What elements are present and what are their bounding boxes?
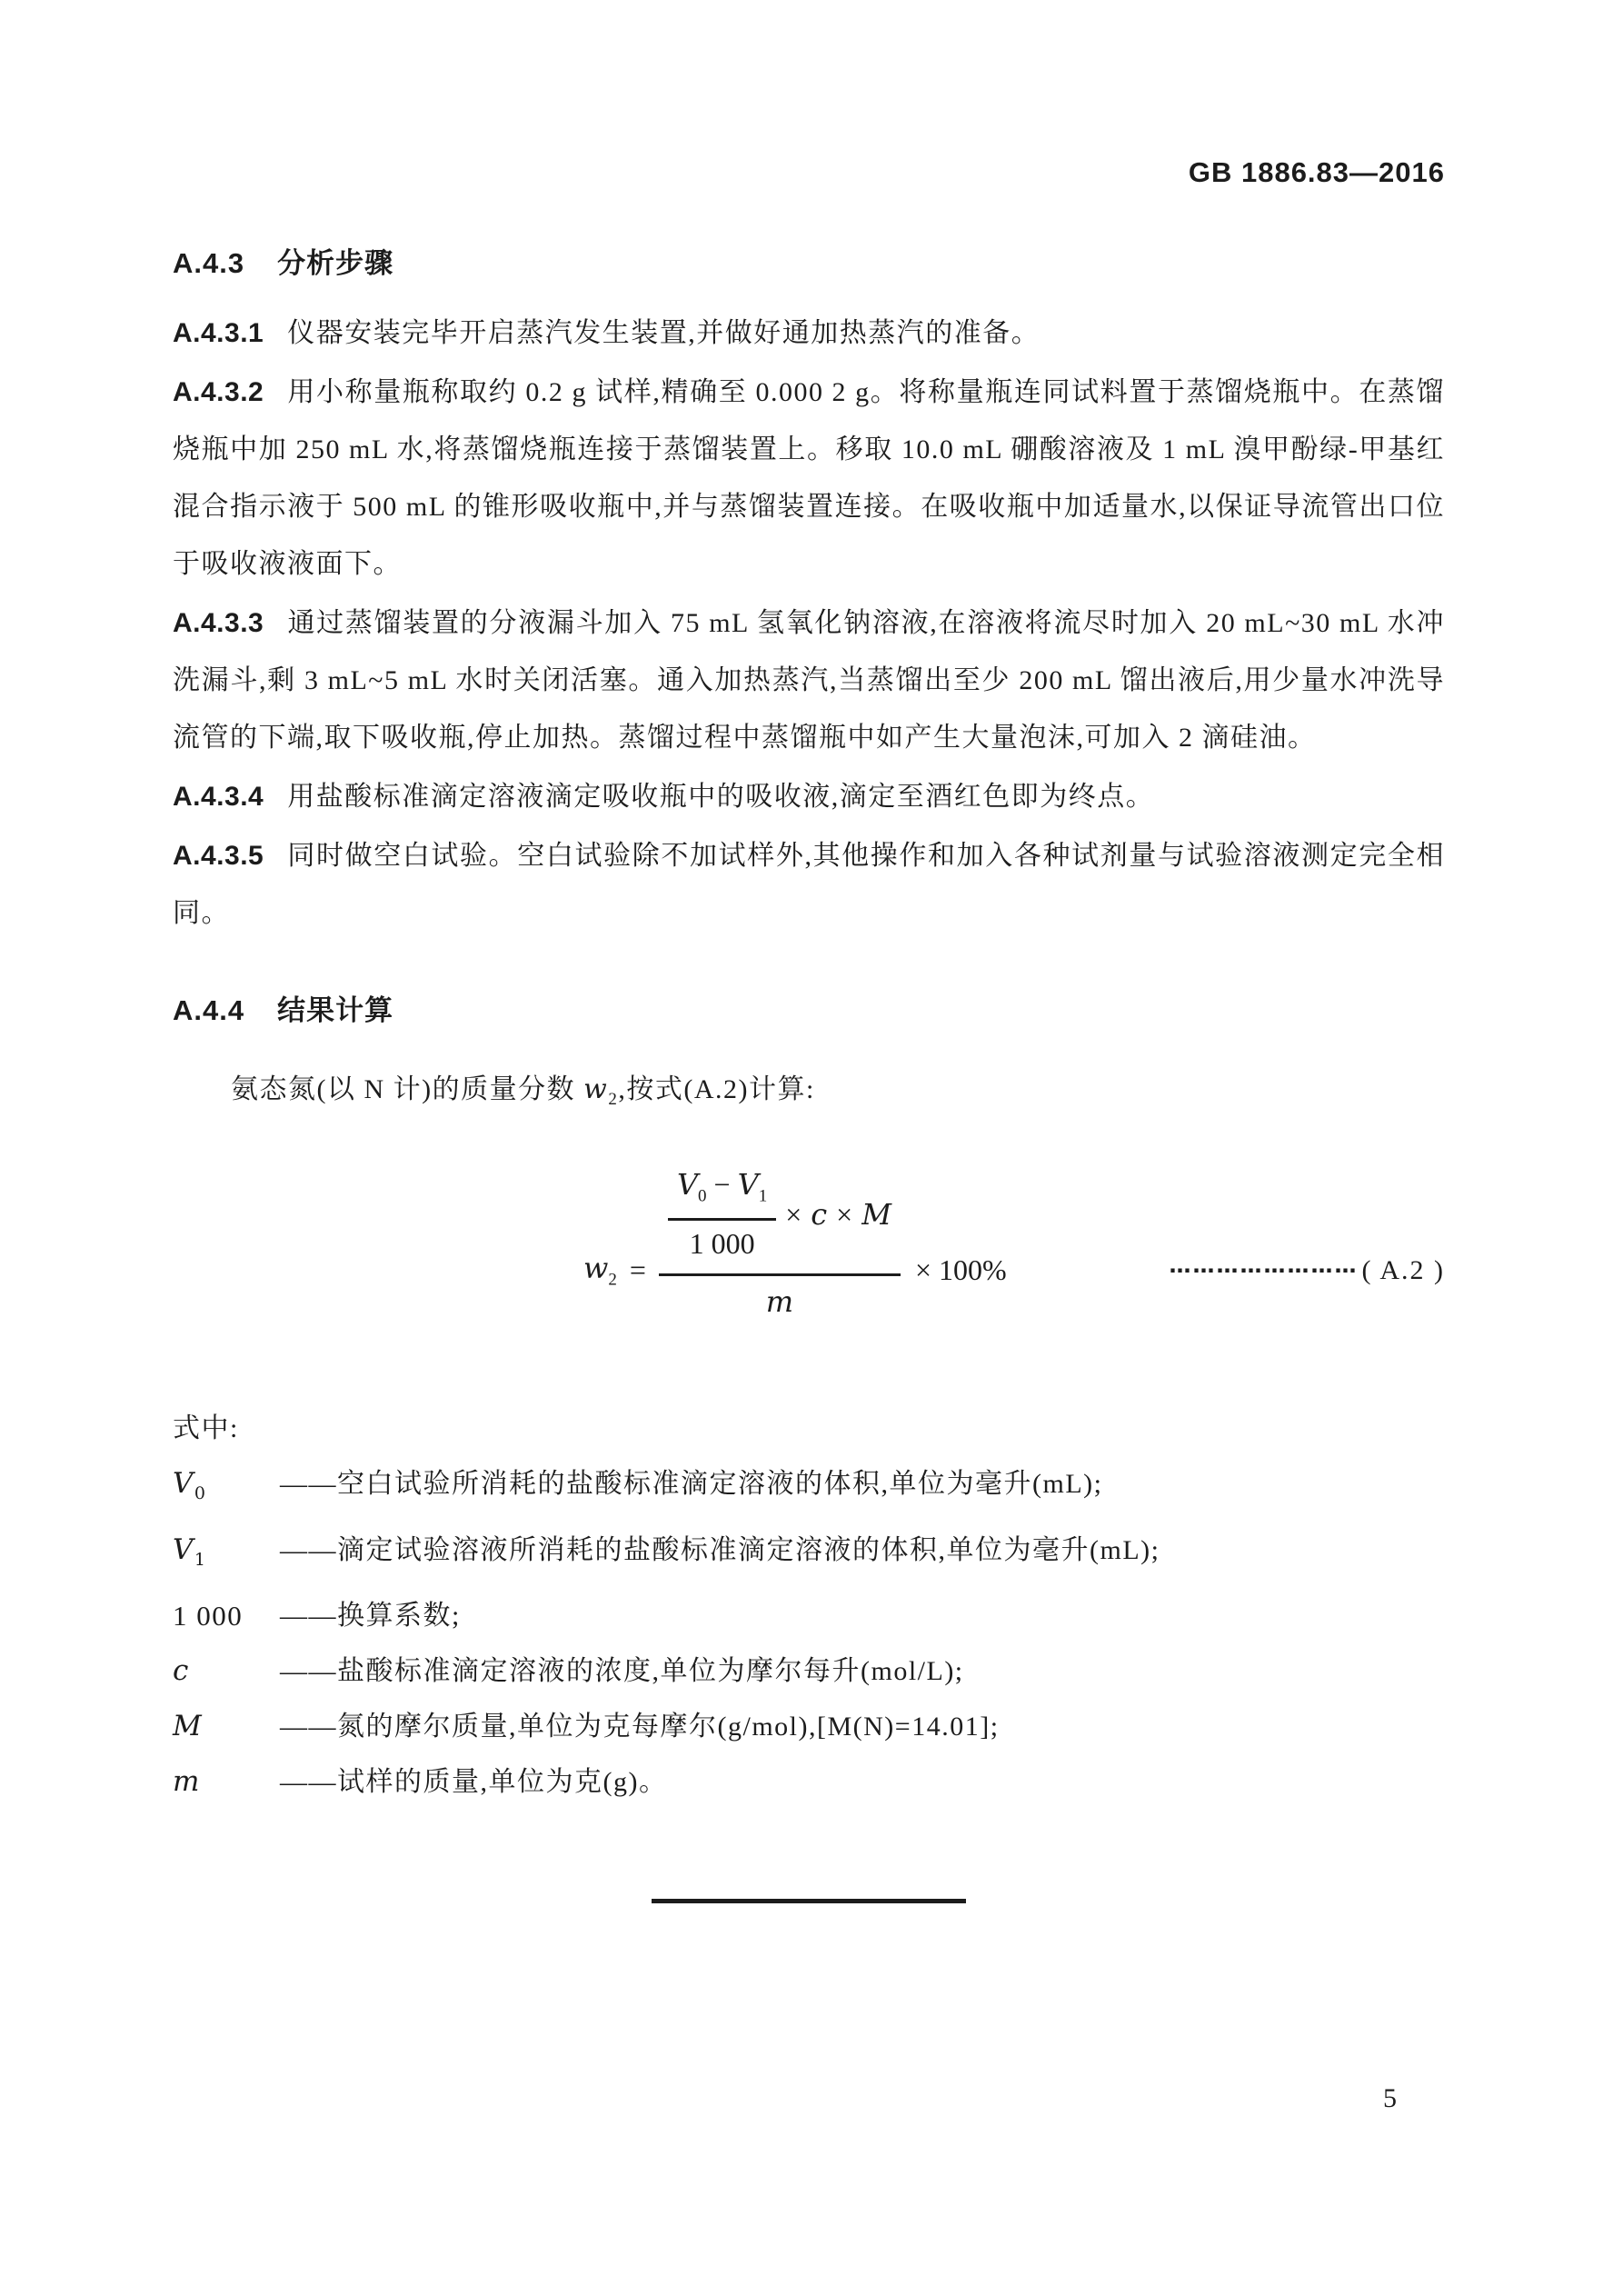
inner-denominator: 1 000	[689, 1227, 755, 1261]
clause-a435	[173, 827, 1445, 942]
variable-description: ——滴定试验溶液所消耗的盐酸标准滴定溶液的体积,单位为毫升(mL);	[280, 1534, 1160, 1565]
clause-number: A.4.3.3	[173, 608, 264, 638]
formula-intro	[173, 1061, 1445, 1128]
clause-number: A.4.3.5	[173, 841, 264, 871]
variable-row-v1	[173, 1522, 1445, 1588]
definition-dash: ——	[280, 1655, 337, 1686]
standard-number: GB 1886.83—2016	[1188, 156, 1445, 188]
definition-dash: ——	[280, 1534, 337, 1565]
lhs-symbol: w	[583, 1251, 609, 1285]
clause-text: 仪器安装完毕开启蒸汽发生装置,并做好通加热蒸汽的准备。	[287, 318, 1041, 348]
variable-list	[173, 1456, 1445, 1809]
equation-number-group	[1170, 1255, 1446, 1286]
formula-a2	[583, 1164, 1007, 1376]
variable-row-m	[173, 1754, 1445, 1810]
percent-multiplier: × 100%	[914, 1253, 1007, 1287]
clause-text: 用小称量瓶称取约 0.2 g 试样,精确至 0.000 2 g。将称量瓶连同试料置于蒸馏烧瓶中。在蒸馏烧瓶中加 250 mL 水,将蒸馏烧瓶连接于蒸馏装置上。移取 10.0 mL 硼酸溶液及 1 mL 溴甲酚绿-甲基红混合指示液于 500 mL 的锥形吸收瓶中,并与蒸馏装置连接。在吸收瓶中加适量水,以保证导流管出口位于吸收液液面下。	[173, 377, 1445, 579]
main-numerator	[659, 1164, 901, 1276]
variable-row-v0	[173, 1456, 1445, 1522]
variable-description: ——空白试验所消耗的盐酸标准滴定溶液的体积,单位为毫升(mL);	[280, 1469, 1103, 1500]
section-heading-a44	[173, 987, 1445, 1028]
clause-a431	[173, 304, 1445, 362]
variable-row-c	[173, 1643, 1445, 1699]
inner-numerator	[668, 1164, 776, 1221]
variable-description: ——试样的质量,单位为克(g)。	[280, 1766, 668, 1797]
intro-text-post: ,按式(A.2)计算:	[618, 1074, 815, 1104]
c-symbol: c	[811, 1197, 828, 1233]
times-sign: ×	[836, 1197, 853, 1231]
definition-dash: ——	[280, 1766, 337, 1797]
clause-a433	[173, 594, 1445, 766]
page-number: 5	[1383, 2083, 1397, 2113]
lhs-subscript: 2	[608, 1270, 617, 1290]
definition-dash: ——	[280, 1711, 337, 1742]
v1-subscript: 1	[758, 1186, 768, 1206]
section-heading-a43	[173, 240, 1445, 281]
intro-text-pre: 氨态氮(以 N 计)的质量分数	[231, 1074, 584, 1104]
times-sign: ×	[785, 1197, 802, 1231]
variable-symbol: m	[173, 1764, 201, 1798]
dotted-leader: ⋯⋯⋯⋯⋯⋯⋯⋯	[1169, 1257, 1359, 1283]
where-label: 式中:	[173, 1413, 239, 1444]
variable-description: ——氮的摩尔质量,单位为克每摩尔(g/mol),[M(N)=14.01];	[280, 1711, 1000, 1742]
main-denominator: m	[765, 1284, 794, 1320]
section-title: 结果计算	[277, 994, 394, 1026]
main-fraction	[659, 1164, 901, 1323]
clause-number: A.4.3.1	[173, 318, 264, 348]
clause-list	[173, 304, 1445, 942]
variable-symbol: 1 000	[173, 1599, 244, 1632]
v1-symbol: V	[737, 1167, 759, 1202]
section-number: A.4.4	[173, 994, 245, 1026]
clause-text: 用盐酸标准滴定溶液滴定吸收瓶中的吸收液,滴定至酒红色即为终点。	[287, 782, 1155, 812]
clause-a434	[173, 768, 1445, 825]
clause-text: 同时做空白试验。空白试验除不加试样外,其他操作和加入各种试剂量与试验溶液测定完全相同。	[173, 841, 1445, 928]
variable-description: ——换算系数;	[280, 1600, 461, 1631]
section-number: A.4.3	[173, 247, 245, 279]
variable-symbol: M	[173, 1709, 204, 1742]
m-cap-symbol: M	[861, 1197, 891, 1233]
definition-dash: ——	[280, 1469, 337, 1500]
variable-symbol: $V_1$	[173, 1532, 207, 1570]
v0-symbol: V	[676, 1167, 699, 1202]
variable-symbol: c	[173, 1653, 190, 1687]
equation-number: ( A.2 )	[1361, 1254, 1445, 1285]
clause-number: A.4.3.4	[173, 782, 264, 812]
formula-lhs	[583, 1251, 617, 1290]
variable-symbol: $V_0$	[173, 1467, 207, 1504]
definition-dash: ——	[280, 1600, 337, 1631]
intro-symbol-w2: w	[583, 1073, 609, 1105]
clause-a432	[173, 364, 1445, 593]
content-area	[0, 156, 1623, 1903]
variable-row-M	[173, 1699, 1445, 1754]
variable-description: ——盐酸标准滴定溶液的浓度,单位为摩尔每升(mol/L);	[280, 1655, 964, 1686]
running-header	[173, 156, 1445, 189]
formula-block	[173, 1164, 1445, 1376]
minus-sign: −	[713, 1168, 731, 1201]
inner-fraction	[668, 1164, 776, 1264]
end-of-text-rule	[652, 1899, 966, 1903]
clause-text: 通过蒸馏装置的分液漏斗加入 75 mL 氢氧化钠溶液,在溶液将流尽时加入 20 mL~30 mL 水冲洗漏斗,剩 3 mL~5 mL 水时关闭活塞。通入加热蒸汽,当蒸馏出至少 200 mL 馏出液后,用少量水冲洗导流管的下端,取下吸收瓶,停止加热。蒸馏过程中蒸馏瓶中如产生大量泡沫,可加入 2 滴硅油。	[173, 608, 1445, 753]
section-title: 分析步骤	[277, 247, 394, 279]
v0-subscript: 0	[698, 1186, 707, 1206]
clause-number: A.4.3.2	[173, 377, 264, 407]
variable-row-1000	[173, 1588, 1445, 1643]
intro-symbol-sub: 2	[608, 1090, 619, 1109]
equals-sign: =	[629, 1253, 646, 1287]
